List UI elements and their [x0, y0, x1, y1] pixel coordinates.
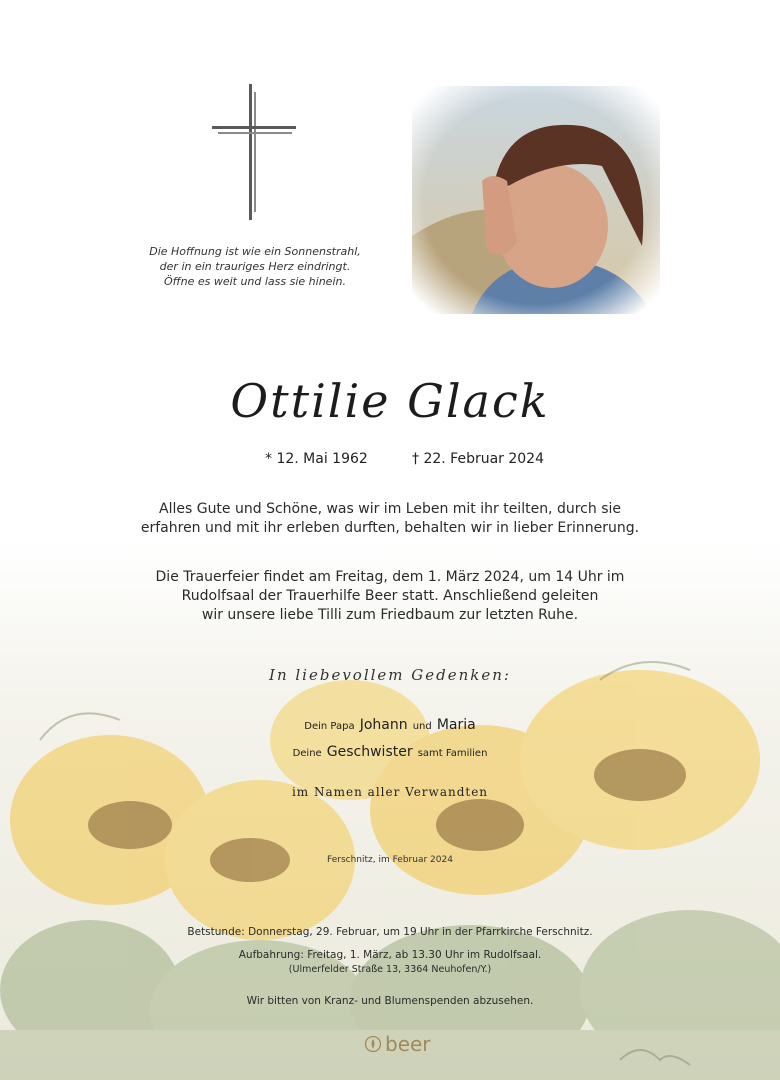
quote-text	[140, 244, 370, 289]
quote-line-1: Die Hoffnung ist wie ein Sonnenstrahl,	[149, 245, 361, 258]
viewing-note: Aufbahrung: Freitag, 1. März, ab 13.30 Uhr im Rudolfsaal.	[238, 949, 542, 961]
cross-icon	[212, 84, 296, 220]
mourners-siblings	[180, 741, 600, 760]
beer-logo-text: beer	[385, 1032, 431, 1056]
siblings-suffix: samt Familien	[417, 748, 488, 759]
prayer-note: Betstunde: Donnerstag, 29. Februar, um 19 Uhr in der Pfarrkirche Ferschnitz.	[187, 926, 593, 938]
portrait-photo	[412, 86, 660, 314]
mourners-heading: In liebevollem Gedenken:	[269, 666, 511, 684]
deceased-name: Ottilie Glack	[230, 374, 550, 428]
message-line-1: Alles Gute und Schöne, was wir im Leben mit ihr teilten, durch sie	[159, 501, 621, 517]
mother-name: Maria	[436, 717, 476, 733]
quote-line-2: der in ein trauriges Herz eindringt.	[159, 260, 351, 273]
siblings-prefix: Deine	[292, 748, 322, 759]
death-date: † 22. Februar 2024	[412, 451, 544, 467]
viewing-address: (Ulmerfelder Straße 13, 3364 Neuhofen/Y.)	[288, 964, 492, 975]
birth-date: * 12. Mai 1962	[265, 451, 368, 467]
father-name: Johann	[359, 717, 408, 733]
ceremony-info	[120, 568, 660, 625]
beer-logo-icon	[364, 1035, 382, 1053]
parents-conjunction: und	[412, 721, 432, 732]
quote-line-3: Öffne es weit und lass sie hinein.	[164, 275, 346, 288]
memorial-message	[120, 500, 660, 538]
mourners-relatives: im Namen aller Verwandten	[291, 785, 489, 799]
ceremony-line-3: wir unsere liebe Tilli zum Friedbaum zur letzten Ruhe.	[201, 607, 579, 623]
parents-prefix: Dein Papa	[304, 721, 355, 732]
place-date: Ferschnitz, im Februar 2024	[327, 855, 453, 865]
ceremony-line-1: Die Trauerfeier findet am Freitag, dem 1. März 2024, um 14 Uhr im	[155, 569, 625, 585]
beer-logo	[364, 1030, 431, 1058]
message-line-2: erfahren und mit ihr erleben durften, behalten wir in lieber Erinnerung.	[140, 520, 640, 536]
mourners-parents	[180, 714, 600, 733]
ceremony-line-2: Rudolfsaal der Trauerhilfe Beer statt. Anschließend geleiten	[181, 588, 599, 604]
siblings-name: Geschwister	[326, 744, 413, 760]
flowers-note: Wir bitten von Kranz- und Blumenspenden abzusehen.	[246, 995, 534, 1007]
